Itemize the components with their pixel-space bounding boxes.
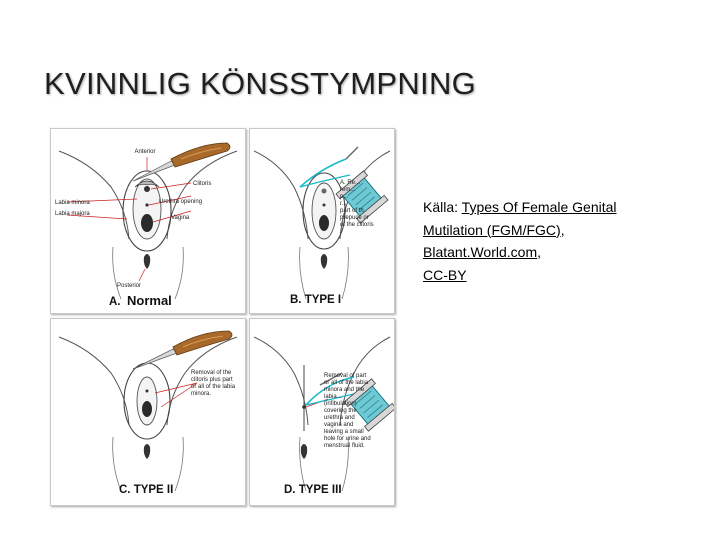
label-anterior: Anterior: [134, 149, 156, 155]
panel-d-desc-11: menstrual fluid.: [324, 443, 365, 449]
caption-separator: ,: [537, 244, 542, 260]
label-labia-majora: Labia majora: [55, 211, 90, 217]
panel-d-desc-6: covering the: [324, 408, 357, 414]
caption-prefix: Källa:: [423, 199, 462, 215]
panel-d-desc-9: leaving a small: [324, 429, 364, 435]
panel-a-letter: A.: [109, 296, 121, 308]
slide-title: KVINNLIG KÖNSSTYMPNING: [44, 66, 477, 101]
panel-d-desc-5: (infibulation): [324, 401, 357, 407]
label-posterior: Posterior: [117, 283, 142, 289]
panel-b-desc-5: part of th: [340, 208, 364, 214]
label-urethra-opening: Urethra opening: [159, 199, 203, 205]
normal-anatomy-illustration: [51, 129, 245, 313]
panel-c-desc-3: or all of the labia: [191, 384, 236, 390]
panel-d-desc-4: labia...: [324, 394, 342, 400]
panel-b-desc-4: r...: [340, 201, 347, 207]
panel-a-title: Normal: [127, 293, 172, 308]
panel-normal: [50, 128, 246, 314]
panel-c-title: C. TYPE II: [119, 484, 174, 496]
panel-d-desc-10: hole for urine and: [324, 436, 371, 442]
source-caption: [423, 196, 673, 286]
panel-b-title: B. TYPE I: [290, 294, 342, 306]
knife-icon: [133, 331, 232, 369]
panel-d-desc-3: minora and the: [324, 387, 365, 393]
panel-type-3: [249, 318, 395, 506]
panel-d-desc-7: urethra and: [324, 415, 355, 421]
label-clitoris: Clitoris: [193, 181, 212, 187]
panel-b-desc-1: A. Re...: [340, 180, 361, 186]
panel-type-2: [50, 318, 246, 506]
panel-b-desc-3: p...: [340, 194, 349, 200]
panel-d-desc-2: or all of the labia: [324, 380, 369, 386]
caption-separator: ,: [560, 221, 565, 238]
panel-b-desc-2: rem...: [340, 187, 356, 193]
panel-b-desc-7: of the clitoris: [340, 222, 374, 228]
panel-b-desc-6: prepuce or: [340, 215, 369, 221]
panel-type-1: [249, 128, 395, 314]
panel-c-desc-2: clitoris plus part: [191, 377, 233, 383]
panel-d-desc-1: Removal of part: [324, 373, 367, 379]
panel-c-desc-4: minora.: [191, 391, 212, 397]
type-3-illustration: [250, 319, 394, 505]
source-link-blatant-world[interactable]: Blatant.World.com: [423, 244, 538, 260]
panel-d-desc-8: vagina and: [324, 422, 354, 428]
source-link-fgm-types[interactable]: Types Of Female Genital Mutilation (FGM/FGC): [423, 199, 617, 238]
license-link-cc-by[interactable]: CC-BY: [423, 266, 467, 283]
panel-c-desc-1: Removal of the: [191, 370, 232, 376]
label-labia-minora: Labia minora: [55, 200, 90, 206]
label-vagina: Vagina: [171, 215, 190, 221]
panel-d-title: D. TYPE III: [284, 484, 342, 496]
type-1-illustration: [250, 129, 394, 313]
type-2-illustration: [51, 319, 245, 505]
